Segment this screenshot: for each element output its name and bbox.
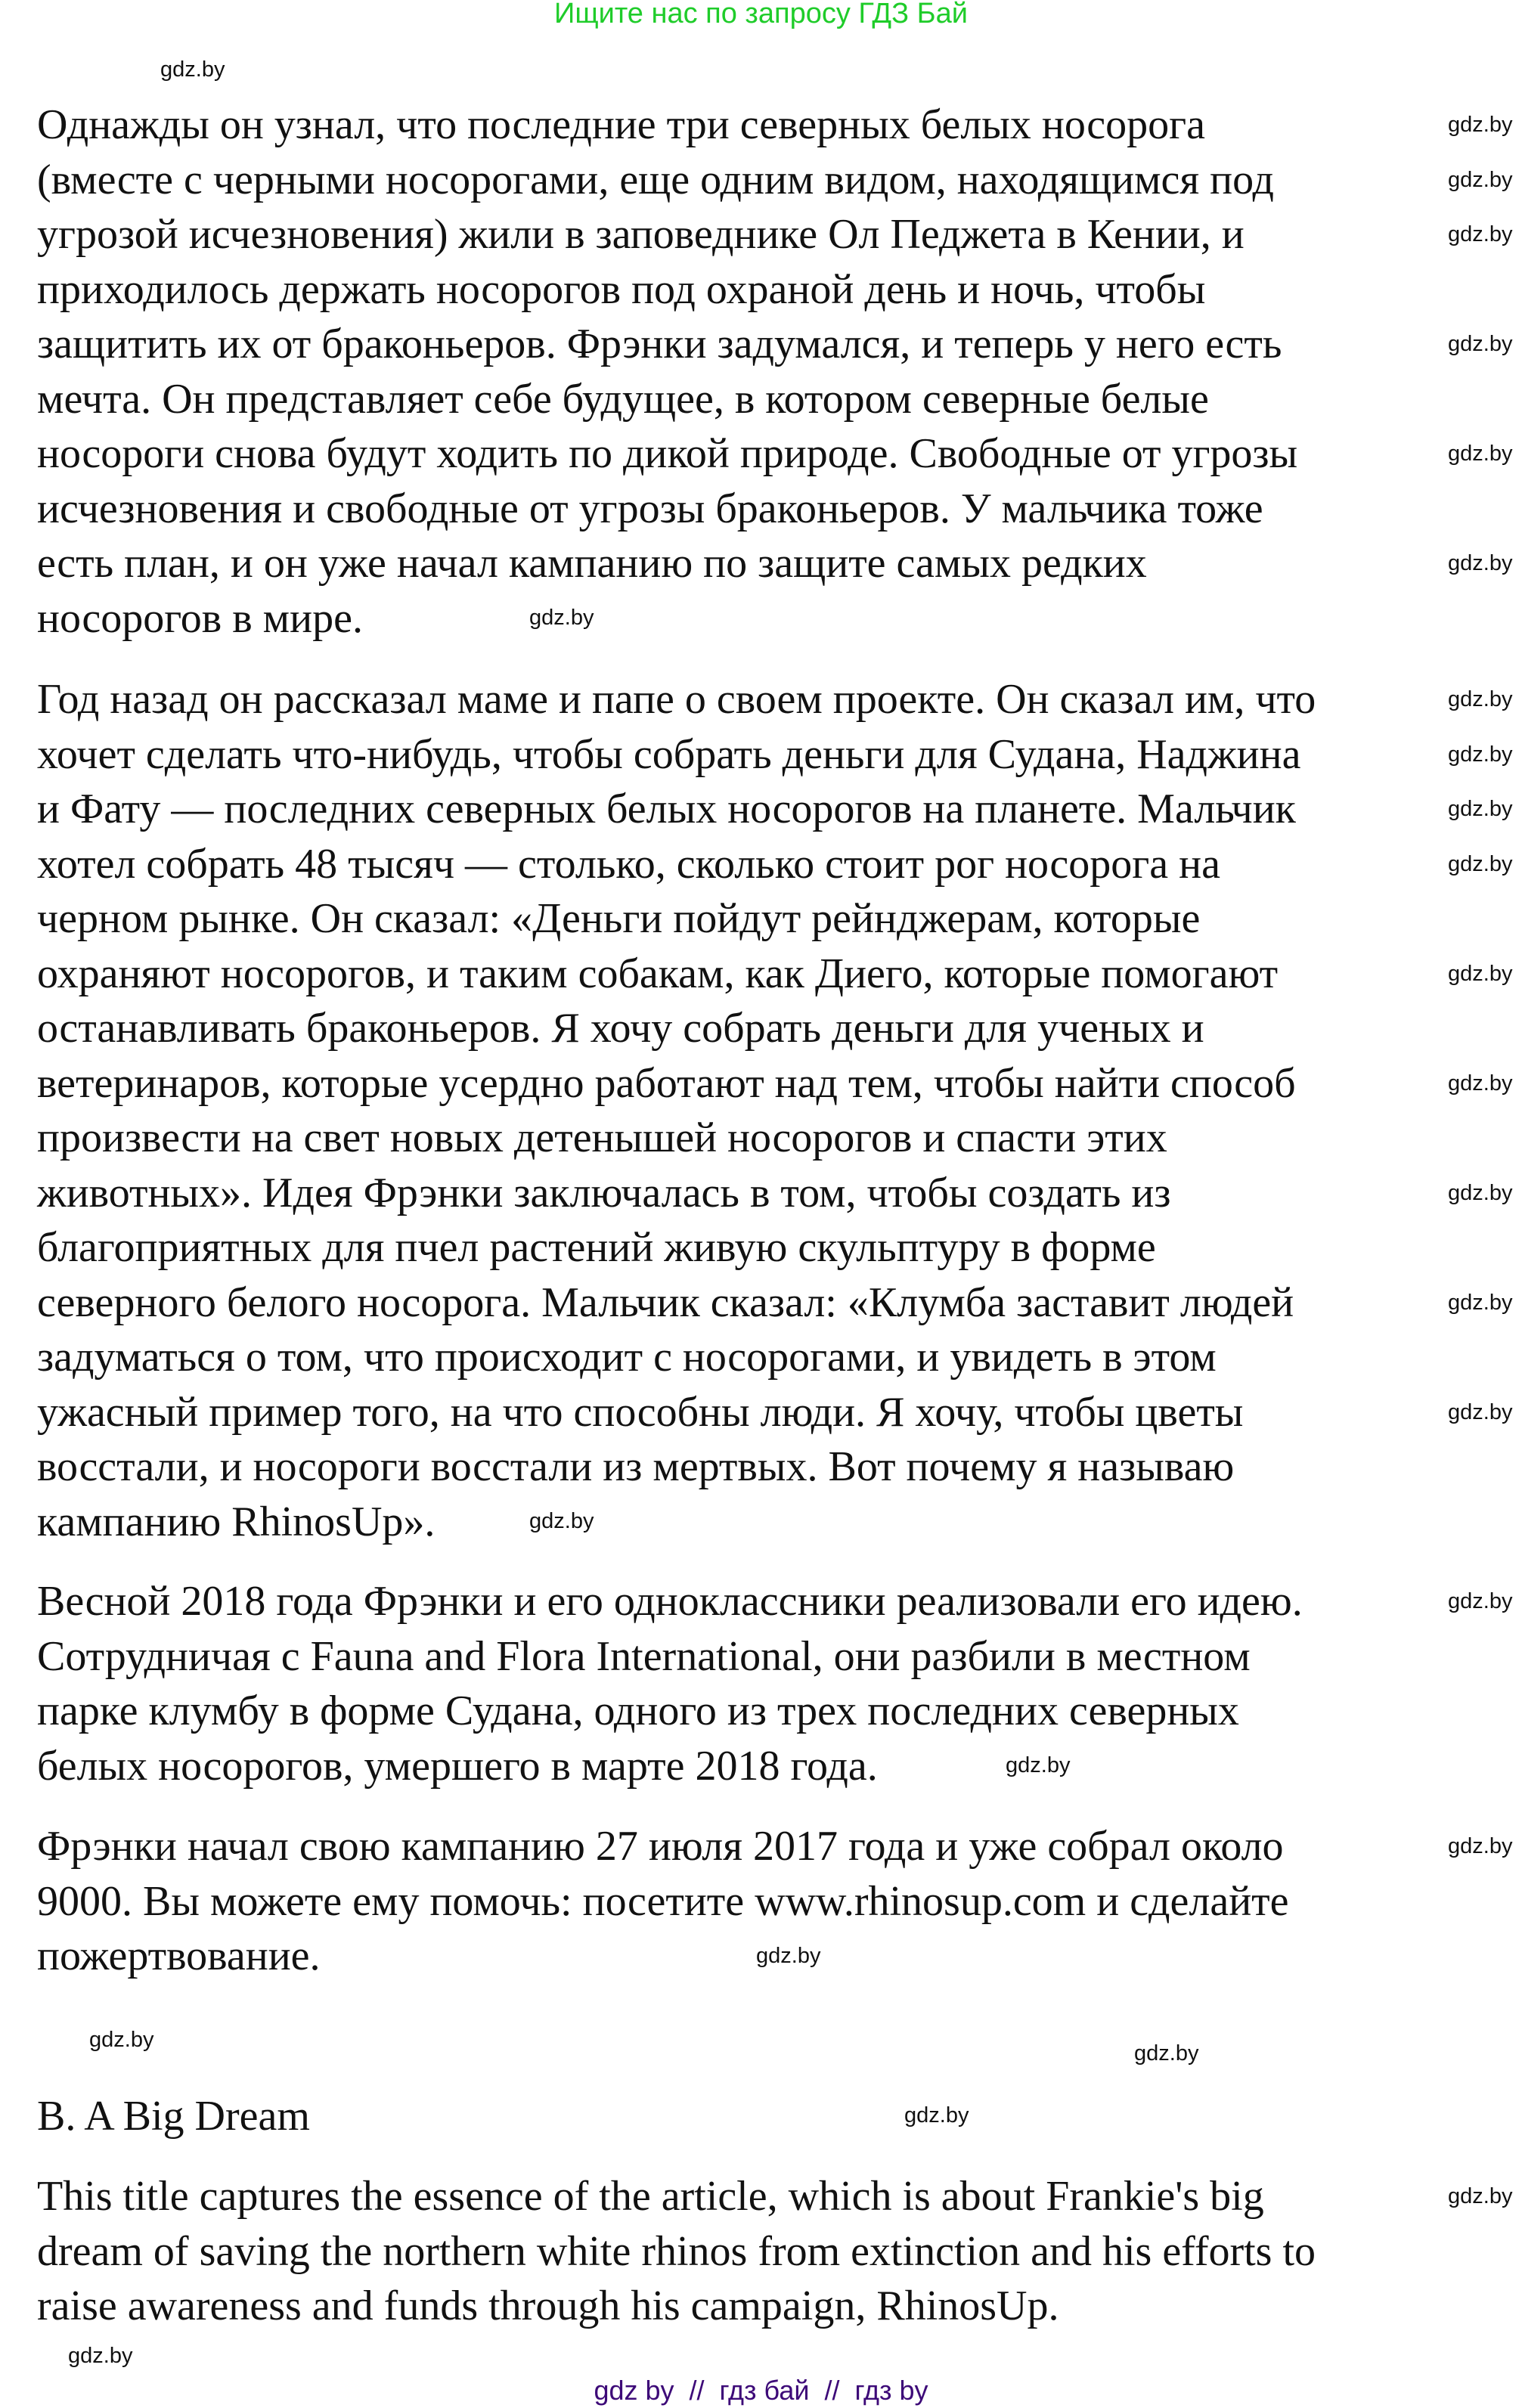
text-line: парке клумбу в форме Судана, одного из трех последних северных [37, 1687, 1239, 1734]
watermark: gdz.by [529, 606, 594, 630]
answer-paragraph [37, 2169, 1316, 2334]
paragraph-2 [37, 672, 1316, 1549]
text-line: носорогов в мире. [37, 594, 363, 642]
watermark: gdz.by [89, 2028, 154, 2052]
text-line: Фрэнки начал свою кампанию 27 июля 2017 года и уже собрал около [37, 1823, 1284, 1870]
text-line: белых носорогов, умершего в марте 2018 года. [37, 1742, 878, 1790]
text-line: хотел собрать 48 тысяч — столько, сколько стоит рог носорога на [37, 840, 1220, 888]
text-line: Весной 2018 года Фрэнки и его одноклассники реализовали его идею. [37, 1578, 1303, 1625]
text-line: носороги снова будут ходить по дикой природе. Свободные от угрозы [37, 430, 1298, 477]
text-line: северного белого носорога. Мальчик сказал: «Клумба заставит людей [37, 1278, 1294, 1326]
answer-heading: B. A Big Dream [37, 2093, 310, 2140]
watermark: gdz.by [1448, 332, 1513, 356]
watermark: gdz.by [1448, 1589, 1513, 1613]
text-line: ветеринаров, которые усердно работают над тем, чтобы найти способ [37, 1059, 1296, 1107]
search-banner: Ищите нас по запросу ГДЗ Бай [554, 0, 968, 29]
text-line: угрозой исчезновения) жили в заповеднике Ол Педжета в Кении, и [37, 211, 1245, 258]
text-line: есть план, и он уже начал кампанию по защите самых редких [37, 540, 1147, 587]
watermark: gdz.by [1448, 113, 1513, 137]
text-line: защитить их от браконьеров. Фрэнки задумался, и теперь у него есть [37, 321, 1282, 367]
text-line: Год назад он рассказал маме и папе о своем проекте. Он сказал им, что [37, 676, 1316, 723]
watermark: gdz.by [1448, 742, 1513, 767]
text-line: черном рынке. Он сказал: «Деньги пойдут рейнджерам, которые [37, 895, 1201, 942]
watermark: gdz.by [1448, 1834, 1513, 1858]
text-line: приходилось держать носорогов под охраной день и ночь, чтобы [37, 265, 1206, 313]
text-line: raise awareness and funds through his campaign, RhinosUp. [37, 2282, 1059, 2329]
text-line: (вместе с черными носорогами, еще одним видом, находящимся под [37, 156, 1275, 203]
watermark: gdz.by [529, 1509, 594, 1533]
text-line: охраняют носорогов, и таким собакам, как Диего, которые помогают [37, 950, 1279, 997]
text-line: восстали, и носороги восстали из мертвых. Вот почему я называю [37, 1443, 1235, 1490]
text-line: и Фату — последних северных белых носорогов на планете. Мальчик [37, 786, 1296, 832]
watermark: gdz.by [1448, 852, 1513, 876]
text-line: благоприятных для пчел растений живую скульптуру в форме [37, 1224, 1156, 1271]
text-line: произвести на свет новых детенышей носорогов и спасти этих [37, 1114, 1167, 1161]
watermark: gdz.by [1448, 442, 1513, 466]
watermark: gdz.by [1448, 797, 1513, 821]
text-line: This title captures the essence of the article, which is about Frankie's big [37, 2173, 1264, 2220]
watermark: gdz.by [160, 57, 225, 82]
paragraph-4 [37, 1819, 1289, 1984]
text-line: хочет сделать что-нибудь, чтобы собрать деньги для Судана, Наджина [37, 730, 1301, 778]
watermark: gdz.by [1448, 1181, 1513, 1205]
watermark: gdz.by [1448, 962, 1513, 986]
watermark: gdz.by [1006, 1753, 1071, 1777]
watermark: gdz.by [1448, 687, 1513, 711]
text-line: задуматься о том, что происходит с носорогами, и увидеть в этом [37, 1334, 1217, 1381]
watermark: gdz.by [1448, 168, 1513, 192]
footer-banner: gdz by // гдз бай // гдз by [594, 2375, 928, 2406]
watermark: gdz.by [756, 1944, 821, 1968]
watermark: gdz.by [1134, 2041, 1199, 2066]
text-line: Сотрудничая с Fauna and Flora International, они разбили в местном [37, 1632, 1251, 1680]
watermark: gdz.by [1448, 1291, 1513, 1315]
text-line: останавливать браконьеров. Я хочу собрать деньги для ученых и [37, 1005, 1204, 1052]
paragraph-3 [37, 1574, 1303, 1793]
text-line: кампанию RhinosUp». [37, 1498, 436, 1545]
watermark: gdz.by [1448, 2184, 1513, 2208]
watermark: gdz.by [1448, 1071, 1513, 1096]
text-line: dream of saving the northern white rhinos from extinction and his efforts to [37, 2227, 1316, 2275]
watermark: gdz.by [904, 2103, 969, 2128]
text-line: Однажды он узнал, что последние три северных белых носорога [37, 101, 1205, 148]
text-line: 9000. Вы можете ему помочь: посетите www.rhinosup.com и сделайте [37, 1877, 1289, 1925]
watermark: gdz.by [68, 2344, 133, 2368]
text-line: животных». Идея Фрэнки заключалась в том, чтобы создать из [37, 1169, 1171, 1216]
text-line: исчезновения и свободные от угрозы браконьеров. У мальчика тоже [37, 485, 1263, 532]
text-line: ужасный пример того, на что способны люди. Я хочу, чтобы цветы [37, 1388, 1244, 1436]
paragraph-1 [37, 98, 1297, 646]
text-line: пожертвование. [37, 1932, 321, 1979]
text-line: мечта. Он представляет себе будущее, в котором северные белые [37, 375, 1209, 423]
watermark: gdz.by [1448, 222, 1513, 246]
watermark: gdz.by [1448, 1400, 1513, 1424]
watermark: gdz.by [1448, 551, 1513, 575]
